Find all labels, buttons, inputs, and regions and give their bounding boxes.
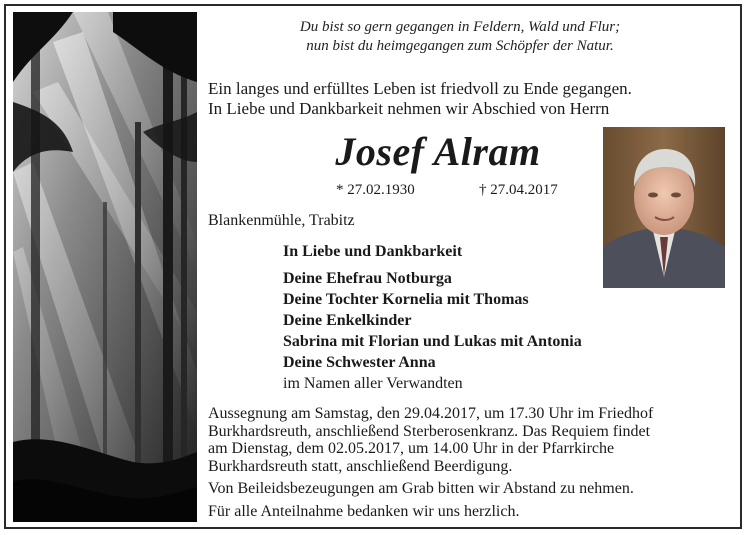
mourners-heading: In Liebe und Dankbarkeit (283, 243, 463, 260)
epitaph-quote (222, 18, 698, 56)
relatives-line: im Namen aller Verwandten (283, 375, 463, 392)
forest-sunbeams-photo (13, 12, 197, 522)
info-line: am Dienstag, dem 02.05.2017, um 14.00 Uhr in der Pfarrkirche (208, 440, 615, 457)
funeral-info (208, 405, 653, 520)
family-member: Deine Enkelkinder (283, 312, 412, 329)
family-member: Deine Tochter Kornelia mit Thomas (283, 291, 529, 308)
place-of-residence: Blankenmühle, Trabitz (208, 212, 355, 229)
info-line: Burkhardsreuth, anschließend Sterberosenkranz. Das Requiem findet (208, 422, 651, 440)
portrait-photo (603, 127, 725, 288)
intro-text (208, 79, 632, 119)
quote-line: Du bist so gern gegangen in Feldern, Wald und Flur; (299, 19, 621, 35)
family-member: Deine Schwester Anna (283, 354, 436, 371)
deceased-name: Josef Alram (335, 129, 541, 174)
info-line: Für alle Anteilnahme bedanken wir uns herzlich. (208, 502, 520, 520)
info-line: Aussegnung am Samstag, den 29.04.2017, um 17.30 Uhr im Friedhof (208, 405, 654, 422)
family-member: Deine Ehefrau Notburga (283, 270, 452, 287)
mourners-block (283, 241, 582, 394)
intro-line: In Liebe und Dankbarkeit nehmen wir Abschied von Herrn (208, 99, 610, 118)
family-member: Sabrina mit Florian und Lukas mit Antonia (283, 333, 582, 350)
intro-line: Ein langes und erfülltes Leben ist friedvoll zu Ende gegangen. (208, 79, 632, 98)
info-line: Burkhardsreuth statt, anschließend Beerdigung. (208, 457, 513, 475)
death-date: † 27.04.2017 (479, 182, 558, 198)
birth-date: * 27.02.1930 (336, 182, 415, 198)
info-line: Von Beileidsbezeugungen am Grab bitten wir Abstand zu nehmen. (208, 480, 634, 497)
quote-line: nun bist du heimgegangen zum Schöpfer der Natur. (306, 38, 614, 54)
